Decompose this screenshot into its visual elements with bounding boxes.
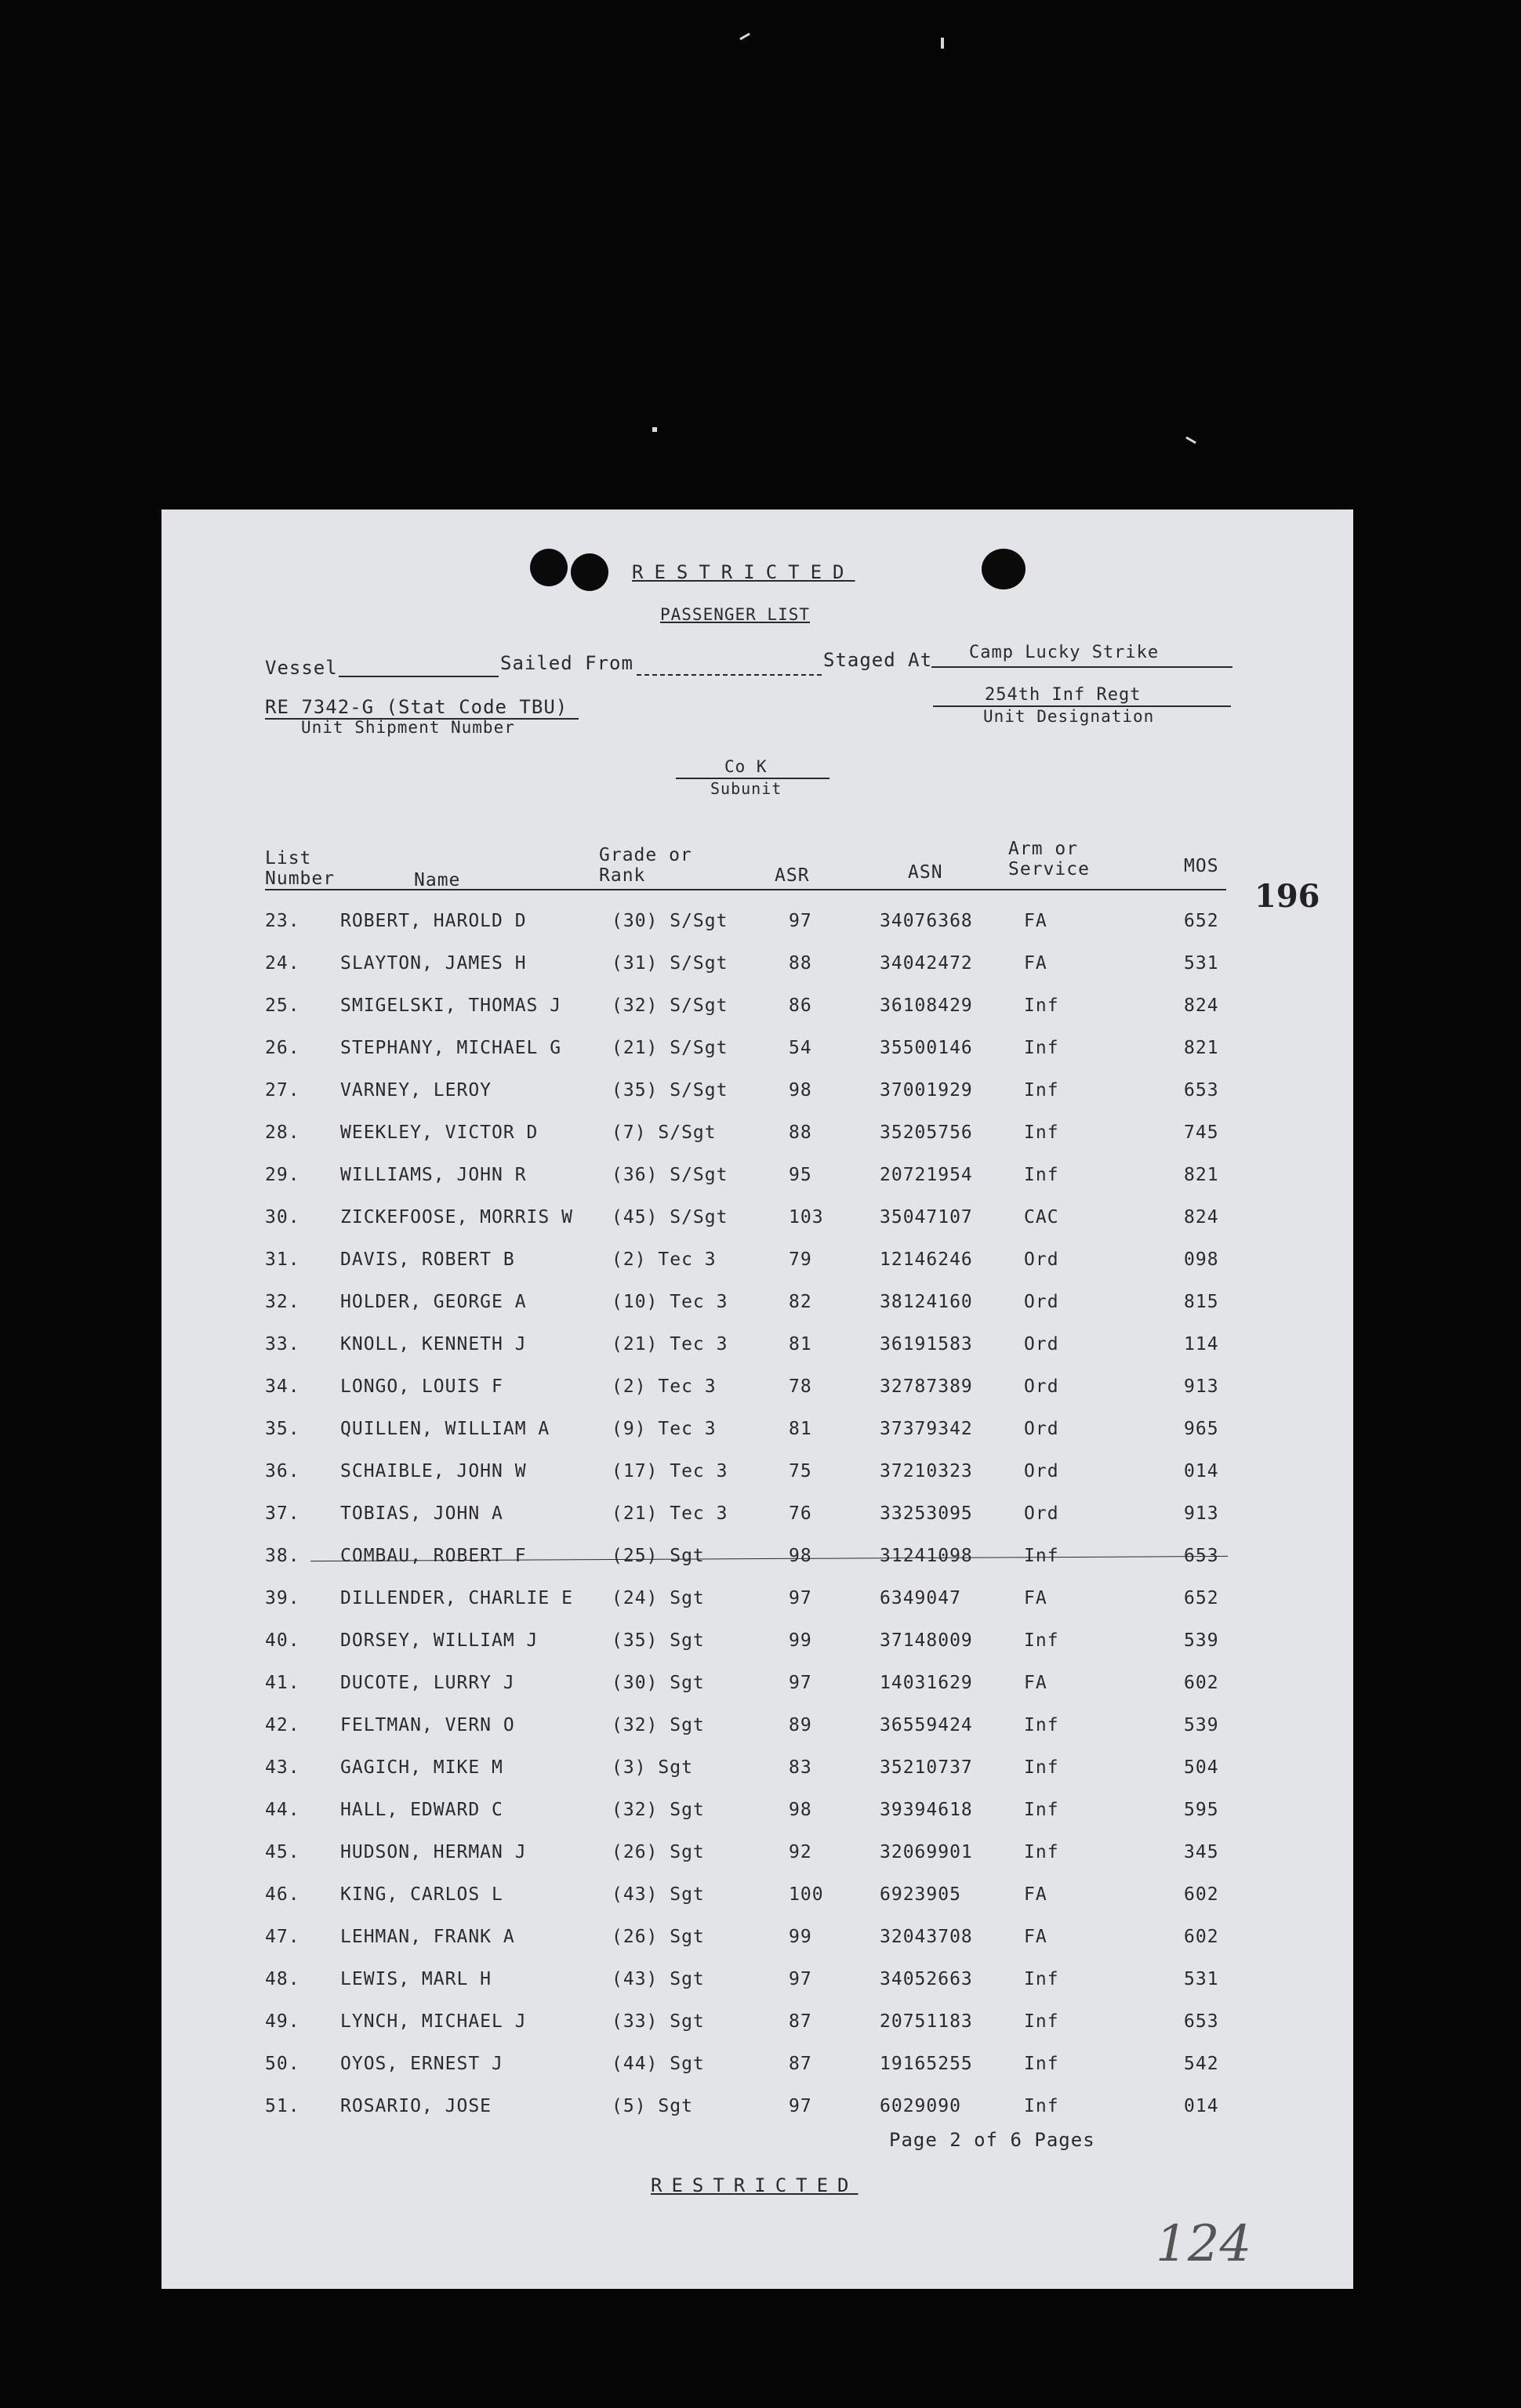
mos-cell: 965	[1184, 1419, 1219, 1439]
grade-cell: (21) Tec 3	[612, 1503, 728, 1524]
handwritten-number: 124	[1156, 2215, 1252, 2273]
mos-cell: 824	[1184, 995, 1219, 1016]
table-row	[162, 1080, 1353, 1104]
asr-cell: 87	[789, 2054, 812, 2074]
list-title: PASSENGER LIST	[660, 605, 811, 624]
list-number-cell: 33.	[265, 1334, 300, 1354]
grade-cell: (30) S/Sgt	[612, 911, 728, 931]
name-cell: WEEKLEY, VICTOR D	[340, 1122, 539, 1143]
list-number-cell: 40.	[265, 1630, 300, 1651]
asr-cell: 99	[789, 1630, 812, 1651]
unit-shipment-value: RE 7342-G (Stat Code TBU)	[265, 696, 568, 718]
name-cell: STEPHANY, MICHAEL G	[340, 1038, 562, 1058]
arm-cell: FA	[1024, 1588, 1047, 1608]
grade-cell: (32) Sgt	[612, 1715, 705, 1735]
asr-cell: 54	[789, 1038, 812, 1058]
mos-cell: 531	[1184, 953, 1219, 974]
arm-cell: Inf	[1024, 1800, 1059, 1820]
table-row	[162, 1842, 1353, 1866]
table-row	[162, 1038, 1353, 1061]
asn-cell: 36559424	[880, 1715, 973, 1735]
asr-cell: 97	[789, 1673, 812, 1693]
mos-cell: 653	[1184, 1546, 1219, 1566]
mos-cell: 602	[1184, 1927, 1219, 1947]
list-number-cell: 49.	[265, 2011, 300, 2032]
arm-cell: Ord	[1024, 1376, 1059, 1397]
list-number-cell: 27.	[265, 1080, 300, 1101]
grade-cell: (31) S/Sgt	[612, 953, 728, 974]
list-number-cell: 41.	[265, 1673, 300, 1693]
vessel-label: Vessel	[265, 657, 338, 679]
arm-cell: Inf	[1024, 1757, 1059, 1778]
name-cell: DILLENDER, CHARLIE E	[340, 1588, 573, 1608]
asr-cell: 95	[789, 1165, 812, 1185]
asr-cell: 98	[789, 1080, 812, 1101]
stamp-number: 196	[1254, 878, 1320, 915]
mos-cell: 014	[1184, 1461, 1219, 1481]
mos-cell: 653	[1184, 2011, 1219, 2032]
asn-cell: 33253095	[880, 1503, 973, 1524]
col-name: Name	[414, 870, 461, 890]
name-cell: ZICKEFOOSE, MORRIS W	[340, 1207, 573, 1228]
mos-cell: 539	[1184, 1715, 1219, 1735]
asn-cell: 20721954	[880, 1165, 973, 1185]
mos-cell: 504	[1184, 1757, 1219, 1778]
asn-cell: 31241098	[880, 1546, 973, 1566]
grade-cell: (9) Tec 3	[612, 1419, 717, 1439]
punch-hole	[571, 553, 608, 591]
mos-cell: 542	[1184, 2054, 1219, 2074]
grade-cell: (2) Tec 3	[612, 1376, 717, 1397]
list-number-cell: 47.	[265, 1927, 300, 1947]
asn-cell: 37148009	[880, 1630, 973, 1651]
mos-cell: 652	[1184, 1588, 1219, 1608]
mos-cell: 345	[1184, 1842, 1219, 1862]
list-number-cell: 32.	[265, 1292, 300, 1312]
list-number-cell: 43.	[265, 1757, 300, 1778]
asn-cell: 35205756	[880, 1122, 973, 1143]
grade-cell: (45) S/Sgt	[612, 1207, 728, 1228]
sailed-from-blank	[637, 674, 822, 676]
name-cell: KNOLL, KENNETH J	[340, 1334, 527, 1354]
grade-cell: (32) Sgt	[612, 1800, 705, 1820]
list-number-cell: 26.	[265, 1038, 300, 1058]
grade-cell: (21) Tec 3	[612, 1334, 728, 1354]
grade-cell: (26) Sgt	[612, 1842, 705, 1862]
list-number-cell: 44.	[265, 1800, 300, 1820]
name-cell: HOLDER, GEORGE A	[340, 1292, 527, 1312]
subunit-value: Co K	[724, 757, 768, 776]
name-cell: DAVIS, ROBERT B	[340, 1249, 515, 1270]
list-number-cell: 45.	[265, 1842, 300, 1862]
mos-cell: 014	[1184, 2096, 1219, 2116]
name-cell: SMIGELSKI, THOMAS J	[340, 995, 562, 1016]
asn-cell: 37001929	[880, 1080, 973, 1101]
mos-cell: 539	[1184, 1630, 1219, 1651]
table-row	[162, 1630, 1353, 1654]
name-cell: COMBAU, ROBERT F	[340, 1546, 527, 1566]
mos-cell: 653	[1184, 1080, 1219, 1101]
name-cell: DORSEY, WILLIAM J	[340, 1630, 539, 1651]
table-row	[162, 1757, 1353, 1781]
mos-cell: 098	[1184, 1249, 1219, 1270]
arm-cell: Inf	[1024, 1080, 1059, 1101]
asr-cell: 75	[789, 1461, 812, 1481]
grade-cell: (24) Sgt	[612, 1588, 705, 1608]
table-row	[162, 1207, 1353, 1231]
grade-cell: (17) Tec 3	[612, 1461, 728, 1481]
asr-cell: 86	[789, 995, 812, 1016]
grade-cell: (21) S/Sgt	[612, 1038, 728, 1058]
asr-cell: 103	[789, 1207, 824, 1228]
table-row	[162, 1588, 1353, 1612]
table-row	[162, 1122, 1353, 1146]
table-row	[162, 1376, 1353, 1400]
name-cell: VARNEY, LEROY	[340, 1080, 492, 1101]
asn-cell: 34052663	[880, 1969, 973, 1989]
header-underline	[265, 889, 1226, 890]
col-asr: ASR	[775, 865, 810, 886]
grade-cell: (35) S/Sgt	[612, 1080, 728, 1101]
arm-cell: FA	[1024, 1927, 1047, 1947]
grade-cell: (43) Sgt	[612, 1884, 705, 1905]
name-cell: GAGICH, MIKE M	[340, 1757, 503, 1778]
asn-cell: 12146246	[880, 1249, 973, 1270]
name-cell: TOBIAS, JOHN A	[340, 1503, 503, 1524]
arm-cell: Inf	[1024, 1630, 1059, 1651]
arm-cell: CAC	[1024, 1207, 1059, 1228]
table-row	[162, 911, 1353, 934]
arm-cell: Inf	[1024, 1715, 1059, 1735]
arm-cell: FA	[1024, 953, 1047, 974]
list-number-cell: 46.	[265, 1884, 300, 1905]
name-cell: HALL, EDWARD C	[340, 1800, 503, 1820]
list-number-cell: 42.	[265, 1715, 300, 1735]
table-row	[162, 995, 1353, 1019]
mos-cell: 821	[1184, 1038, 1219, 1058]
asn-cell: 36108429	[880, 995, 973, 1016]
mos-cell: 913	[1184, 1503, 1219, 1524]
asn-cell: 36191583	[880, 1334, 973, 1354]
asn-cell: 19165255	[880, 2054, 973, 2074]
asn-cell: 35047107	[880, 1207, 973, 1228]
name-cell: DUCOTE, LURRY J	[340, 1673, 515, 1693]
grade-cell: (25) Sgt	[612, 1546, 705, 1566]
asn-cell: 20751183	[880, 2011, 973, 2032]
list-number-cell: 50.	[265, 2054, 300, 2074]
restricted-footer: RESTRICTED	[651, 2174, 859, 2196]
asn-cell: 35500146	[880, 1038, 973, 1058]
mos-cell: 913	[1184, 1376, 1219, 1397]
asn-cell: 35210737	[880, 1757, 973, 1778]
name-cell: WILLIAMS, JOHN R	[340, 1165, 527, 1185]
table-row	[162, 1969, 1353, 1993]
passenger-list-page	[162, 510, 1353, 2289]
mos-cell: 602	[1184, 1673, 1219, 1693]
mos-cell: 531	[1184, 1969, 1219, 1989]
table-row	[162, 1546, 1353, 1569]
table-row	[162, 2054, 1353, 2077]
sailed-from-label: Sailed From	[500, 652, 633, 674]
list-number-cell: 38.	[265, 1546, 300, 1566]
arm-cell: Inf	[1024, 1165, 1059, 1185]
list-number-cell: 48.	[265, 1969, 300, 1989]
asn-cell: 34076368	[880, 911, 973, 931]
col-grade: Grade or Rank	[599, 845, 692, 886]
list-number-cell: 28.	[265, 1122, 300, 1143]
list-number-cell: 51.	[265, 2096, 300, 2116]
asr-cell: 88	[789, 1122, 812, 1143]
arm-cell: Inf	[1024, 1969, 1059, 1989]
arm-cell: Ord	[1024, 1292, 1059, 1312]
table-row	[162, 1249, 1353, 1273]
subunit-label: Subunit	[710, 779, 782, 798]
table-row	[162, 1927, 1353, 1950]
asr-cell: 79	[789, 1249, 812, 1270]
grade-cell: (35) Sgt	[612, 1630, 705, 1651]
arm-cell: Ord	[1024, 1503, 1059, 1524]
arm-cell: Inf	[1024, 995, 1059, 1016]
arm-cell: Inf	[1024, 2054, 1059, 2074]
table-row	[162, 2011, 1353, 2035]
table-row	[162, 1673, 1353, 1696]
name-cell: ROBERT, HAROLD D	[340, 911, 527, 931]
mos-cell: 652	[1184, 911, 1219, 931]
table-row	[162, 1461, 1353, 1485]
punch-hole	[982, 549, 1025, 589]
asn-cell: 14031629	[880, 1673, 973, 1693]
asr-cell: 88	[789, 953, 812, 974]
col-mos: MOS	[1184, 856, 1219, 876]
mos-cell: 602	[1184, 1884, 1219, 1905]
mos-cell: 114	[1184, 1334, 1219, 1354]
grade-cell: (33) Sgt	[612, 2011, 705, 2032]
name-cell: LYNCH, MICHAEL J	[340, 2011, 527, 2032]
name-cell: HUDSON, HERMAN J	[340, 1842, 527, 1862]
arm-cell: Ord	[1024, 1334, 1059, 1354]
name-cell: OYOS, ERNEST J	[340, 2054, 503, 2074]
asn-cell: 6349047	[880, 1588, 961, 1608]
asn-cell: 37210323	[880, 1461, 973, 1481]
name-cell: QUILLEN, WILLIAM A	[340, 1419, 550, 1439]
asn-cell: 39394618	[880, 1800, 973, 1820]
asr-cell: 82	[789, 1292, 812, 1312]
scan-speck	[941, 38, 944, 49]
table-row	[162, 1419, 1353, 1442]
asn-cell: 38124160	[880, 1292, 973, 1312]
asr-cell: 83	[789, 1757, 812, 1778]
arm-cell: Inf	[1024, 1842, 1059, 1862]
grade-cell: (2) Tec 3	[612, 1249, 717, 1270]
asr-cell: 92	[789, 1842, 812, 1862]
punch-hole	[530, 549, 568, 586]
name-cell: FELTMAN, VERN O	[340, 1715, 515, 1735]
arm-cell: FA	[1024, 911, 1047, 931]
col-arm: Arm or Service	[1008, 839, 1090, 879]
name-cell: KING, CARLOS L	[340, 1884, 503, 1905]
asr-cell: 97	[789, 911, 812, 931]
name-cell: ROSARIO, JOSE	[340, 2096, 492, 2116]
list-number-cell: 24.	[265, 953, 300, 974]
staged-at-line	[931, 666, 1232, 668]
name-cell: LONGO, LOUIS F	[340, 1376, 503, 1397]
col-list-number: List Number	[265, 848, 336, 889]
arm-cell: Inf	[1024, 2096, 1059, 2116]
grade-cell: (10) Tec 3	[612, 1292, 728, 1312]
page-info: Page 2 of 6 Pages	[889, 2129, 1095, 2151]
grade-cell: (7) S/Sgt	[612, 1122, 717, 1143]
list-number-cell: 23.	[265, 911, 300, 931]
table-row	[162, 1165, 1353, 1188]
grade-cell: (30) Sgt	[612, 1673, 705, 1693]
asr-cell: 97	[789, 1969, 812, 1989]
list-number-cell: 29.	[265, 1165, 300, 1185]
arm-cell: Inf	[1024, 1122, 1059, 1143]
arm-cell: FA	[1024, 1884, 1047, 1905]
asr-cell: 78	[789, 1376, 812, 1397]
asr-cell: 98	[789, 1546, 812, 1566]
table-row	[162, 2096, 1353, 2120]
list-number-cell: 37.	[265, 1503, 300, 1524]
arm-cell: Ord	[1024, 1419, 1059, 1439]
table-row	[162, 1715, 1353, 1739]
scan-speck	[739, 33, 750, 41]
mos-cell: 821	[1184, 1165, 1219, 1185]
asn-cell: 37379342	[880, 1419, 973, 1439]
table-row	[162, 1334, 1353, 1358]
grade-cell: (3) Sgt	[612, 1757, 693, 1778]
mos-cell: 745	[1184, 1122, 1219, 1143]
mos-cell: 815	[1184, 1292, 1219, 1312]
arm-cell: Ord	[1024, 1461, 1059, 1481]
list-number-cell: 39.	[265, 1588, 300, 1608]
arm-cell: Ord	[1024, 1249, 1059, 1270]
asr-cell: 87	[789, 2011, 812, 2032]
grade-cell: (44) Sgt	[612, 2054, 705, 2074]
table-row	[162, 953, 1353, 977]
asr-cell: 97	[789, 2096, 812, 2116]
table-row	[162, 1503, 1353, 1527]
staged-at-label: Staged At	[823, 649, 933, 671]
unit-designation-label: Unit Designation	[983, 707, 1155, 726]
unit-shipment-label: Unit Shipment Number	[301, 718, 515, 737]
asn-cell: 32043708	[880, 1927, 973, 1947]
table-row	[162, 1292, 1353, 1315]
name-cell: SLAYTON, JAMES H	[340, 953, 527, 974]
scan-speck	[652, 427, 657, 432]
asr-cell: 99	[789, 1927, 812, 1947]
mos-cell: 595	[1184, 1800, 1219, 1820]
asr-cell: 98	[789, 1800, 812, 1820]
asr-cell: 100	[789, 1884, 824, 1905]
vessel-blank	[339, 676, 499, 677]
asr-cell: 89	[789, 1715, 812, 1735]
col-asn: ASN	[908, 862, 943, 883]
staged-at-value: Camp Lucky Strike	[969, 643, 1160, 662]
asr-cell: 81	[789, 1334, 812, 1354]
asr-cell: 76	[789, 1503, 812, 1524]
grade-cell: (5) Sgt	[612, 2096, 693, 2116]
grade-cell: (26) Sgt	[612, 1927, 705, 1947]
list-number-cell: 34.	[265, 1376, 300, 1397]
list-number-cell: 35.	[265, 1419, 300, 1439]
grade-cell: (43) Sgt	[612, 1969, 705, 1989]
asn-cell: 6923905	[880, 1884, 961, 1905]
asn-cell: 6029090	[880, 2096, 961, 2116]
asn-cell: 32069901	[880, 1842, 973, 1862]
asr-cell: 97	[789, 1588, 812, 1608]
table-row	[162, 1884, 1353, 1908]
table-row	[162, 1800, 1353, 1823]
scan-speck	[1185, 437, 1196, 444]
list-number-cell: 31.	[265, 1249, 300, 1270]
arm-cell: Inf	[1024, 1038, 1059, 1058]
list-number-cell: 36.	[265, 1461, 300, 1481]
asr-cell: 81	[789, 1419, 812, 1439]
arm-cell: Inf	[1024, 1546, 1059, 1566]
name-cell: SCHAIBLE, JOHN W	[340, 1461, 527, 1481]
list-number-cell: 30.	[265, 1207, 300, 1228]
mos-cell: 824	[1184, 1207, 1219, 1228]
name-cell: LEHMAN, FRANK A	[340, 1927, 515, 1947]
list-number-cell: 25.	[265, 995, 300, 1016]
restricted-heading: RESTRICTED	[632, 561, 855, 583]
grade-cell: (36) S/Sgt	[612, 1165, 728, 1185]
grade-cell: (32) S/Sgt	[612, 995, 728, 1016]
name-cell: LEWIS, MARL H	[340, 1969, 492, 1989]
asn-cell: 34042472	[880, 953, 973, 974]
unit-designation-value: 254th Inf Regt	[985, 685, 1142, 705]
arm-cell: Inf	[1024, 2011, 1059, 2032]
arm-cell: FA	[1024, 1673, 1047, 1693]
asn-cell: 32787389	[880, 1376, 973, 1397]
